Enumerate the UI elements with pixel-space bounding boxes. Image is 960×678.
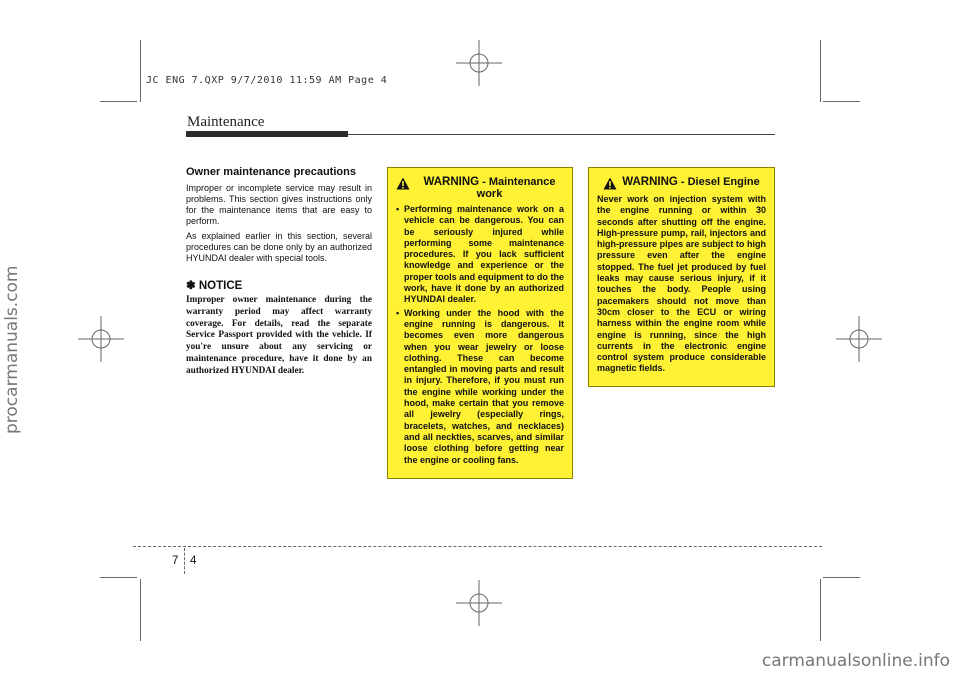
paragraph: Improper or incomplete service may result in problems. This section gives instructions only for the maintenance items that are easy to perform. (186, 183, 372, 226)
section-title: Maintenance (187, 114, 265, 130)
warning-triangle-icon (396, 177, 410, 190)
bullet-text: Working under the hood with the engine running is dangerous. It becomes even more dangerous when you wear jewelry or loose clothing. These can become entangled in moving parts and result in injury. Therefore, if you must run the engine while working under the hood, make certain that you remove all jewelry (especially rings, bracelets, watches, and necklaces) and all neckties, scarves, and similar loose clothing before getting near the engine or cooling fans. (404, 307, 564, 465)
header-bar (186, 131, 348, 137)
warning-box-maintenance (387, 167, 573, 479)
warning-text: Never work on injection system with the engine running or within 30 seconds after shutting off the engine. High-pressure pump, rail, injectors and high-pressure pipes are subject to high pressure even after the engine stopped. The fuel jet produced by fuel leaks may cause serious injury, if it touches the body. People using pacemakers should not move than 30cm closer to the ECU or wiring harness within the engine room while engine is running, since the high currents in the electronic engine control system produce considerable magnetic fields. (597, 194, 766, 374)
page-number: 4 (190, 555, 197, 567)
crop-mark (820, 579, 821, 641)
watermark-left: procarmanuals.com (2, 265, 22, 434)
crop-mark (823, 101, 860, 102)
bullet-text: Performing maintenance work on a vehicle can be dangerous. You can be seriously injured while performing some maintenance procedures. If you lack sufficient knowledge and experience or the proper tools and equipment to do the work, have it done by an authorized HYUNDAI dealer. (404, 204, 564, 305)
list-item: • Performing maintenance work on a vehicle can be dangerous. You can be seriously injured while performing some maintenance procedures. If you lack sufficient knowledge and experience or the proper tools and equipment to do the work, have it done by an authorized HYUNDAI dealer. (396, 204, 564, 305)
warning-title (597, 176, 766, 190)
notice-symbol-icon: ✽ (186, 280, 196, 292)
crop-mark (820, 40, 821, 102)
registration-mark-icon (78, 316, 124, 362)
owner-precautions-section (186, 166, 372, 378)
warning-box-diesel (588, 167, 775, 387)
crop-mark (100, 101, 137, 102)
crop-mark (823, 577, 860, 578)
warning-title (396, 176, 564, 200)
registration-mark-icon (456, 580, 502, 626)
watermark-bottom: carmanualsonline.info (761, 651, 950, 671)
list-item: • Working under the hood with the engine running is dangerous. It becomes even more dangerous when you wear jewelry or loose clothing. These can become entangled in moving parts and result in injury. Therefore, if you must run the engine while working under the hood, make certain that you remove all jewelry (especially rings, bracelets, watches, and necklaces) and all neckties, scarves, and similar loose clothing before getting near the engine or cooling fans. (396, 307, 564, 465)
paragraph: As explained earlier in this section, several procedures can be done only by an authorized HYUNDAI dealer with special tools. (186, 231, 372, 263)
notice-text: Improper owner maintenance during the warranty period may affect warranty coverage. For details, read the separate Service Passport provided with the vehicle. If you're unsure about any servicing or maintenance procedure, have it done by an authorized HYUNDAI dealer. (186, 295, 372, 376)
crop-mark (140, 579, 141, 641)
crop-mark (140, 40, 141, 102)
notice-heading (186, 278, 372, 292)
registration-mark-icon (456, 40, 502, 86)
registration-mark-icon (836, 316, 882, 362)
footer-rule (133, 546, 822, 547)
warning-subtitle: - Diesel Engine (680, 176, 760, 188)
warning-triangle-icon (603, 177, 617, 190)
warning-label: WARNING (622, 176, 678, 188)
section-heading: Owner maintenance precautions (186, 166, 356, 178)
page-number-divider (184, 548, 185, 574)
chapter-number: 7 (172, 555, 179, 567)
warning-label: WARNING (423, 176, 480, 188)
print-slug: JC ENG 7.QXP 9/7/2010 11:59 AM Page 4 (146, 75, 388, 86)
warning-subtitle: - Maintenance work (476, 176, 556, 200)
notice-label: NOTICE (198, 280, 243, 292)
crop-mark (100, 577, 137, 578)
